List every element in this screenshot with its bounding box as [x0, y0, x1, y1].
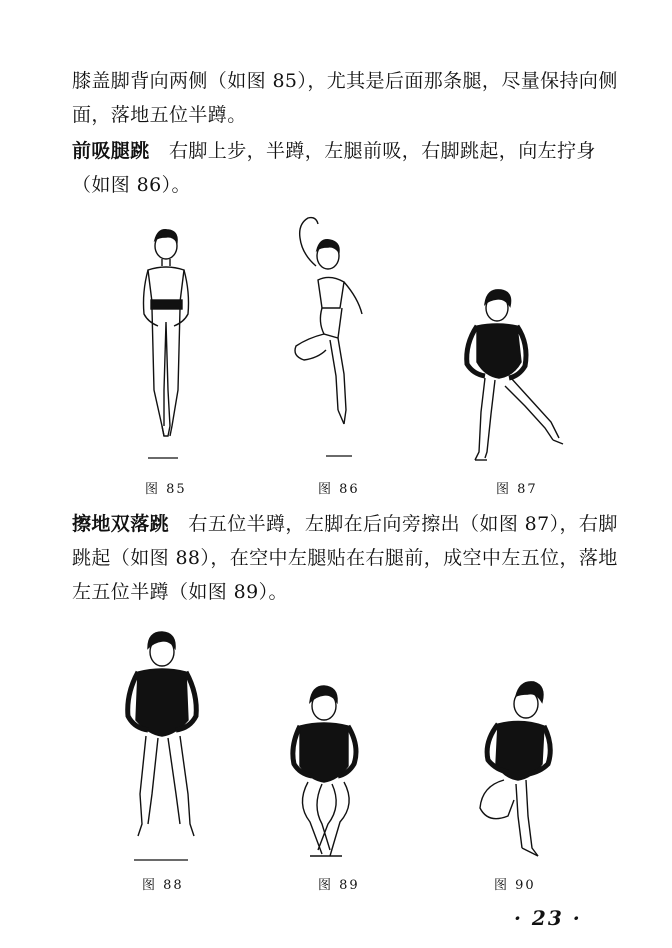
figure-89-illustration	[282, 680, 382, 866]
figure-88-illustration	[118, 624, 218, 866]
figure-87-illustration	[455, 282, 575, 472]
paragraph-3-lead: 擦地双落跳	[72, 513, 170, 535]
figure-86-illustration	[278, 210, 388, 472]
figure-90-caption: 图 90	[494, 878, 536, 893]
paragraph-2-text: 右脚上步，半蹲，左腿前吸，右脚跳起，向左拧身（如图 86）。	[72, 140, 596, 196]
paragraph-1-text: 膝盖脚背向两侧（如图 85），尤其是后面那条腿，尽量保持向侧面，落地五位半蹲。	[72, 70, 618, 126]
figure-89-caption: 图 89	[318, 878, 360, 893]
page-number: · 23 ·	[514, 906, 582, 930]
figure-88-caption: 图 88	[142, 878, 184, 893]
figure-90-illustration	[468, 676, 578, 866]
paragraph-1	[72, 64, 620, 132]
paragraph-2	[72, 134, 620, 202]
paragraph-2-lead: 前吸腿跳	[72, 140, 150, 162]
figure-87-caption: 图 87	[496, 482, 538, 497]
figure-86-caption: 图 86	[318, 482, 360, 497]
paragraph-3	[72, 507, 620, 609]
figure-85-caption: 图 85	[145, 482, 187, 497]
paragraph-3-text: 右五位半蹲，左脚在后向旁擦出（如图 87），右脚跳起（如图 88），在空中左腿贴在右腿前，成空中左五位，落地左五位半蹲（如图 89）。	[72, 513, 618, 603]
figure-85-illustration	[118, 222, 228, 472]
